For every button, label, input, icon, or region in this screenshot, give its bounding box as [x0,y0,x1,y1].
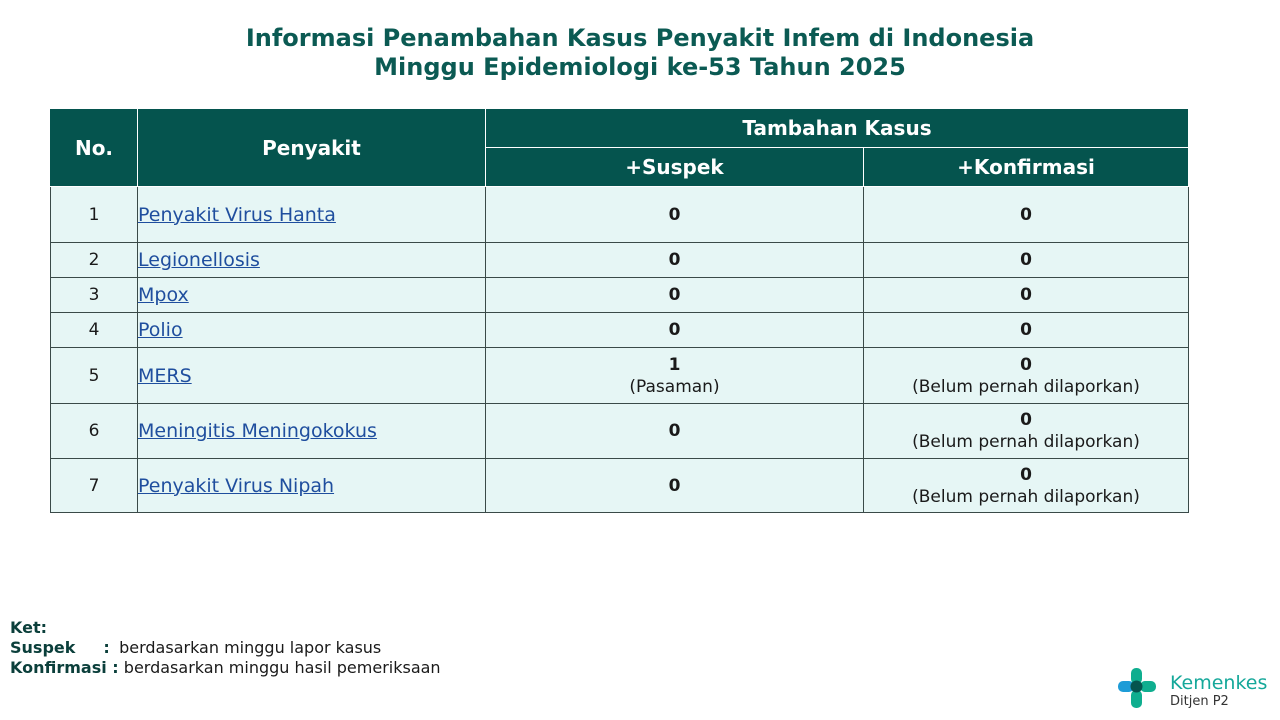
cases-table [50,108,1189,513]
suspek-value: 0 [668,204,681,225]
disease-link[interactable]: MERS [138,364,192,387]
table-row [51,187,1189,243]
konfirmasi-note: (Belum pernah dilaporkan) [912,376,1140,397]
suspek-value: 0 [668,320,681,340]
konfirmasi-value: 0 [1020,320,1032,340]
cell-konfirmasi [864,187,1189,243]
legend-konfirmasi-desc: berdasarkan minggu hasil pemeriksaan [123,658,441,677]
header-penyakit: Penyakit [138,109,486,187]
cell-suspek [486,348,864,404]
cell-no: 7 [51,459,138,513]
title-line-1: Informasi Penambahan Kasus Penyakit Infem di Indonesia [245,24,1035,52]
table-row [51,459,1189,513]
header-konfirmasi: +Konfirmasi [864,148,1189,187]
legend-suspek-desc: berdasarkan minggu lapor kasus [119,638,382,657]
suspek-value: 0 [668,285,681,305]
table-row [51,313,1189,348]
cell-no: 5 [51,348,138,404]
disease-link[interactable]: Meningitis Meningokokus [138,420,377,442]
cell-konfirmasi [864,278,1189,313]
cell-penyakit [138,243,486,278]
konfirmasi-value: 0 [1020,250,1032,270]
cell-penyakit [138,278,486,313]
table-row [51,243,1189,278]
cell-suspek [486,313,864,348]
disease-link[interactable]: Penyakit Virus Nipah [138,474,335,497]
konfirmasi-note: (Belum pernah dilaporkan) [912,432,1140,452]
konfirmasi-value: 0 [1020,285,1032,305]
cell-penyakit [138,187,486,243]
cell-suspek [486,187,864,243]
table-row [51,404,1189,459]
konfirmasi-note: (Belum pernah dilaporkan) [912,486,1140,507]
suspek-value: 0 [668,475,681,496]
page-title [0,24,1280,82]
cell-konfirmasi [864,348,1189,404]
kemenkes-cross-icon [1114,664,1164,714]
table-row [51,278,1189,313]
legend-konfirmasi [10,658,441,678]
suspek-value: 1 [668,354,681,375]
title-line-2: Minggu Epidemiologi ke-53 Tahun 2025 [374,53,906,81]
cell-penyakit [138,348,486,404]
logo-sub: Ditjen P2 [1170,694,1229,709]
cell-penyakit [138,404,486,459]
cell-konfirmasi [864,313,1189,348]
legend-konfirmasi-term: Konfirmasi : [10,658,119,677]
legend-suspek-term: Suspek : [10,638,110,657]
disease-link[interactable]: Penyakit Virus Hanta [138,203,336,226]
suspek-value: 0 [668,421,681,441]
konfirmasi-value: 0 [1020,464,1032,485]
konfirmasi-value: 0 [1020,410,1032,430]
cell-suspek [486,243,864,278]
table-row [51,348,1189,404]
cell-konfirmasi [864,459,1189,513]
cell-konfirmasi [864,404,1189,459]
disease-link[interactable]: Polio [138,319,183,341]
cell-penyakit [138,313,486,348]
konfirmasi-value: 0 [1020,204,1032,225]
header-tambahan-kasus: Tambahan Kasus [486,109,1189,148]
cell-suspek [486,459,864,513]
disease-link[interactable]: Mpox [138,284,189,306]
legend [10,618,441,678]
logo-name: Kemenkes [1170,672,1268,694]
cell-no: 3 [51,278,138,313]
cell-no: 6 [51,404,138,459]
cell-no: 2 [51,243,138,278]
legend-suspek [10,638,441,658]
cell-suspek [486,278,864,313]
cell-no: 4 [51,313,138,348]
suspek-value: 0 [668,250,681,270]
cell-no: 1 [51,187,138,243]
suspek-note: (Pasaman) [629,376,720,397]
header-suspek: +Suspek [486,148,864,187]
legend-heading: Ket: [10,618,48,637]
cell-penyakit [138,459,486,513]
cell-konfirmasi [864,243,1189,278]
cell-suspek [486,404,864,459]
kemenkes-logo [1114,664,1274,714]
disease-link[interactable]: Legionellosis [138,249,260,271]
konfirmasi-value: 0 [1020,354,1032,375]
header-no: No. [51,109,138,187]
